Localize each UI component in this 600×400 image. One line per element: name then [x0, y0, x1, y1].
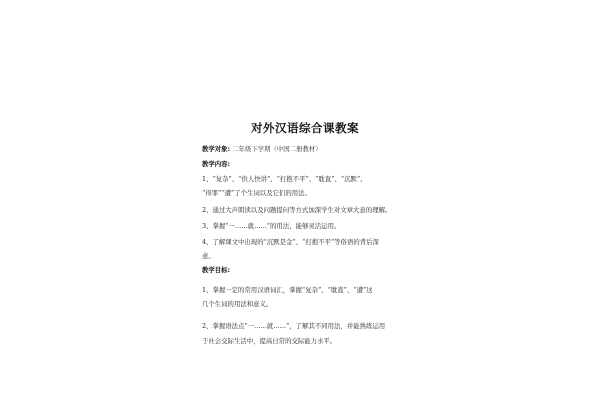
document-page: [160, 0, 450, 400]
goal-heading: [202, 266, 442, 274]
goal-line: 于社会交际生活中，提高日常的交际能力水平。: [202, 337, 337, 345]
goal-line: 2、掌握语法点“一……就……”，了解其不同用法，并能熟练运用: [202, 322, 386, 330]
content-line: “得罪”“遭”了个生词以及它们的用法。: [202, 189, 311, 197]
content-line: 4、了解课文中出现的“沉默是金”、“打抱不平”等俗语的背后深: [202, 238, 379, 246]
content-line: 3、掌握“一……就……”的用法，能够灵活运用。: [202, 222, 341, 230]
content-line: 2、通过大声朗读以及问题提问等方式加深学生对文章大意的理解。: [202, 206, 392, 214]
document-title: 对外汉语综合课教案: [251, 121, 359, 135]
goal-label: 教学目标:: [202, 266, 231, 274]
subject-row: [202, 145, 442, 153]
goal-line: 几个生词的用法和意义。: [202, 300, 273, 308]
subject-value: 二年级下学期（中国二册教材）: [232, 145, 322, 153]
content-heading: [202, 160, 442, 168]
content-label: 教学内容:: [202, 160, 231, 168]
goal-line: 1、掌握一定的常用汉语词汇，掌握“复杂”、“耽直”、“遭”这: [202, 286, 373, 294]
content-line: 意。: [202, 252, 215, 260]
content-line: 1、“复杂”、“供人快讲”、“打抱不平”、“耽直”、“沉默”、: [202, 175, 367, 183]
subject-label: 教学对象:: [202, 145, 231, 153]
